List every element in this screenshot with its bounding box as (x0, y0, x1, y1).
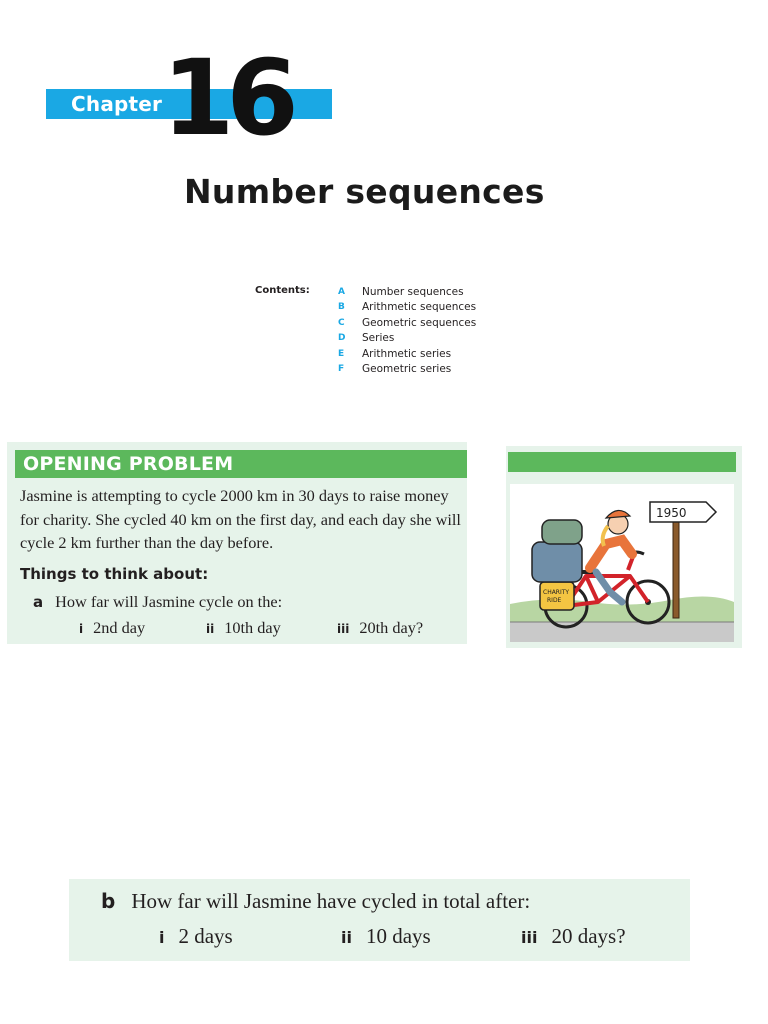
contents-item (338, 285, 476, 300)
contents-name: Geometric sequences (362, 316, 477, 329)
question-a-letter: a (33, 593, 44, 611)
question-b-item (159, 924, 233, 949)
item-text: 2nd day (93, 618, 146, 637)
contents-letter: C (338, 317, 345, 328)
opening-problem-title: OPENING PROBLEM (23, 453, 234, 475)
chapter-title: Number sequences (184, 172, 545, 211)
item-numeral: i (79, 622, 84, 636)
question-b-items (69, 924, 690, 954)
question-b-text: How far will Jasmine have cycled in total after: (131, 889, 531, 913)
question-a (33, 592, 282, 612)
item-text: 10 days (365, 924, 431, 948)
contents-letter: A (338, 287, 345, 297)
sign-text: 1950 (656, 506, 687, 520)
contents-name: Number sequences (362, 286, 464, 298)
bag-text-1: CHARITY (543, 589, 570, 596)
chapter-label: Chapter (71, 92, 163, 116)
contents-list (338, 285, 476, 377)
item-numeral: ii (341, 928, 352, 947)
item-text: 2 days (178, 924, 233, 948)
contents-item (338, 316, 476, 331)
contents-name: Arithmetic sequences (362, 301, 477, 314)
question-a-item (79, 618, 145, 638)
contents-name: Arithmetic series (362, 347, 452, 360)
pannier-bag (540, 582, 574, 610)
opening-problem-text: Jasmine is attempting to cycle 2000 km in 30 days to raise money for charity. She cycled 40 km on the first day, and each day she will cycle 2 km further than the day before. (20, 486, 461, 552)
luggage-roll (532, 542, 582, 582)
question-b-box (69, 879, 690, 961)
contents-name: Geometric series (362, 363, 452, 376)
question-a-item (337, 618, 423, 638)
sleeping-bag (542, 520, 582, 544)
item-text: 20th day? (359, 618, 424, 637)
think-heading: Things to think about: (20, 565, 209, 583)
contents-item (338, 300, 476, 315)
contents-item (338, 331, 476, 346)
item-numeral: iii (337, 622, 350, 636)
question-b-item (521, 924, 626, 949)
bag-text-2: RIDE (547, 597, 562, 604)
item-numeral: ii (206, 622, 215, 636)
question-b (101, 889, 530, 914)
chapter-number: 16 (162, 37, 291, 159)
question-a-text: How far will Jasmine cycle on the: (55, 592, 283, 611)
item-text: 20 days? (551, 924, 626, 948)
signpost-pole (673, 508, 679, 618)
question-a-items (7, 618, 467, 642)
contents-label: Contents: (255, 285, 310, 296)
illustration-header (508, 452, 736, 472)
contents-item (338, 362, 476, 377)
item-numeral: iii (521, 928, 538, 947)
contents-item (338, 347, 476, 362)
contents-name: Series (362, 332, 395, 345)
opening-problem-box (7, 442, 467, 644)
contents-letter: F (338, 364, 345, 375)
question-a-item (206, 618, 281, 638)
contents-letter: B (338, 302, 345, 313)
contents-letter: E (338, 348, 345, 359)
question-b-letter: b (101, 889, 116, 913)
item-text: 10th day (224, 618, 281, 637)
contents-letter: D (338, 333, 346, 344)
question-b-item (341, 924, 431, 949)
item-numeral: i (159, 928, 165, 947)
illustration-panel (506, 446, 742, 648)
road (510, 622, 734, 642)
cyclist-illustration (510, 484, 734, 642)
